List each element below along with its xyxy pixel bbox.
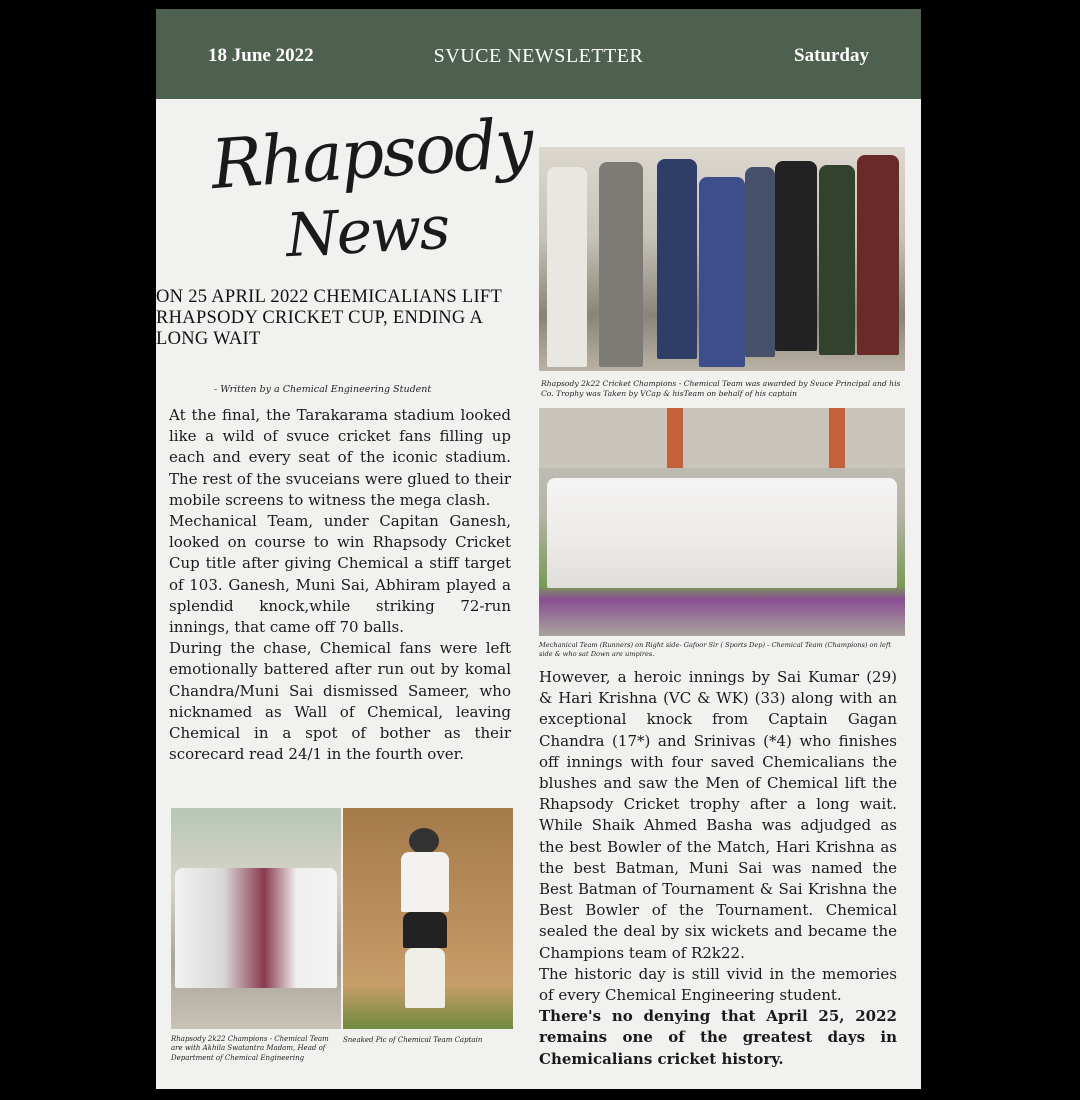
photo-team-captain bbox=[343, 808, 513, 1029]
closing-paragraph: There's no denying that April 25, 2022 remains one of the greatest days in Chemicalians cricket history. bbox=[539, 1007, 897, 1068]
article-byline: - Written by a Chemical Engineering Student bbox=[214, 384, 432, 395]
newsletter-page bbox=[156, 9, 921, 1089]
header-date: 18 June 2022 bbox=[208, 45, 314, 66]
masthead bbox=[196, 103, 535, 285]
paragraph: However, a heroic innings by Sai Kumar (29) & Hari Krishna (VC & WK) (33) along with an exceptional knock from Captain Gagan Chandra (17*) and Srinivas (*4) who finishes off innings with four saved Chemicalians the blushes and saw the Men of Chemical lift the Rhapsody Cricket trophy after a long wait. While Shaik Ahmed Basha was adjudged as the best Bowler of the Match, Hari Krishna as the best Batman, Muni Sai was named the Best Batman of Tournament & Sai Krishna the Best Bowler of the Tournament. Chemical sealed the deal by six wickets and became the Champions team of R2k22. bbox=[539, 668, 897, 962]
article-headline: ON 25 APRIL 2022 CHEMICALIANS LIFT RHAPSODY CRICKET CUP, ENDING A LONG WAIT bbox=[156, 287, 502, 349]
paragraph: At the final, the Tarakarama stadium looked like a wild of svuce cricket fans filling up each and every seat of the iconic stadium. The rest of the svuceians were glued to their mobile screens to witness the mega clash. bbox=[169, 406, 511, 509]
article-left-column bbox=[169, 405, 511, 765]
header-day: Saturday bbox=[794, 45, 869, 66]
paragraph: Mechanical Team, under Capitan Ganesh, looked on course to win Rhapsody Cricket Cup title after giving Chemical a stiff target of 103. Ganesh, Muni Sai, Abhiram played a splendid knock,while striking 72-run innings, that came off 70 balls. bbox=[169, 512, 511, 637]
article-right-column bbox=[539, 667, 897, 1070]
masthead-line2: News bbox=[284, 192, 450, 272]
paragraph: During the chase, Chemical fans were left emotionally battered after run out by komal Chandra/Muni Sai dismissed Sameer, who nicknamed as Wall of Chemical, leaving Chemical in a spot of bother as their scorecard read 24/1 in the fourth over. bbox=[169, 639, 511, 764]
paragraph: The historic day is still vivid in the memories of every Chemical Engineering student. bbox=[539, 964, 897, 1005]
photo-award-ceremony bbox=[539, 147, 905, 371]
caption-teams-group: Mechanical Team (Runners) on Right side- Gafoor Sir ( Sports Dep) - Chemical Team (Champions) on left side & who sat Down are umpires. bbox=[539, 641, 891, 658]
photo-champions-hod bbox=[171, 808, 341, 1029]
caption-award-ceremony: Rhapsody 2k22 Cricket Champions - Chemical Team was awarded by Svuce Principal and his Co. Trophy was Taken by VCap & hisTeam on behalf of his captain bbox=[541, 379, 901, 398]
header-title: SVUCE NEWSLETTER bbox=[433, 45, 644, 67]
caption-team-captain: Sneaked Pic of Chemical Team Captain bbox=[343, 1036, 483, 1044]
caption-champions-hod: Rhapsody 2k22 Champions - Chemical Team are with Akhila Swatantra Madam, Head of Department of Chemical Engineering bbox=[171, 1035, 329, 1062]
newsletter-header bbox=[156, 9, 921, 99]
masthead-line1: Rhapsody bbox=[208, 103, 535, 206]
photo-teams-group bbox=[539, 408, 905, 636]
